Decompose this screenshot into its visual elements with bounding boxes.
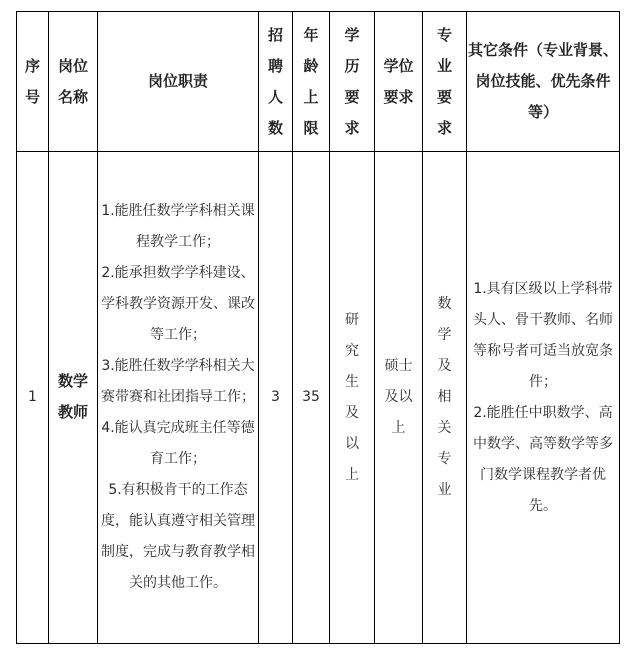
duty-item: 3.能胜任数学学科相关大赛带赛和社团指导工作； bbox=[101, 358, 255, 405]
cell-age-limit: 35 bbox=[293, 152, 330, 644]
duty-item: 2.能承担数学学科建设、学科教学资源开发、课改等工作； bbox=[101, 265, 255, 343]
duty-item: 4.能认真完成班主任等德育工作； bbox=[101, 420, 255, 467]
header-degree: 学位要求 bbox=[375, 12, 423, 152]
cell-degree: 硕士及以上 bbox=[375, 152, 423, 644]
header-other-conditions: 其它条件（专业背景、岗位技能、优先条件等） bbox=[467, 12, 620, 152]
cell-education: 研究生及以上 bbox=[330, 152, 375, 644]
duty-item: 1.能胜任数学学科相关课程教学工作； bbox=[101, 203, 255, 250]
table-row bbox=[17, 152, 620, 644]
cell-major: 数学及相关专业 bbox=[423, 152, 467, 644]
condition-item: 1.具有区级以上学科带头人、骨干教师、名师等称号者可适当放宽条件； bbox=[473, 280, 613, 390]
table-header-row bbox=[17, 12, 620, 152]
condition-item: 2.能胜任中职数学、高中数学、高等数学等多门数学课程教学者优先。 bbox=[473, 404, 613, 514]
header-duties: 岗位职责 bbox=[98, 12, 259, 152]
header-position-name: 岗位名称 bbox=[49, 12, 98, 152]
cell-position-name: 数学教师 bbox=[49, 152, 98, 644]
header-age-limit: 年龄上限 bbox=[293, 12, 330, 152]
header-seq: 序号 bbox=[17, 12, 49, 152]
cell-duties bbox=[98, 152, 259, 644]
header-education: 学历要求 bbox=[330, 12, 375, 152]
cell-other-conditions bbox=[467, 152, 620, 644]
recruitment-table bbox=[16, 11, 620, 644]
cell-recruit-count: 3 bbox=[259, 152, 293, 644]
cell-seq: 1 bbox=[17, 152, 49, 644]
header-recruit-count: 招聘人数 bbox=[259, 12, 293, 152]
duty-item: 5.有积极肯干的工作态度，能认真遵守相关管理制度，完成与教育教学相关的其他工作。 bbox=[101, 482, 255, 591]
header-major: 专业要求 bbox=[423, 12, 467, 152]
